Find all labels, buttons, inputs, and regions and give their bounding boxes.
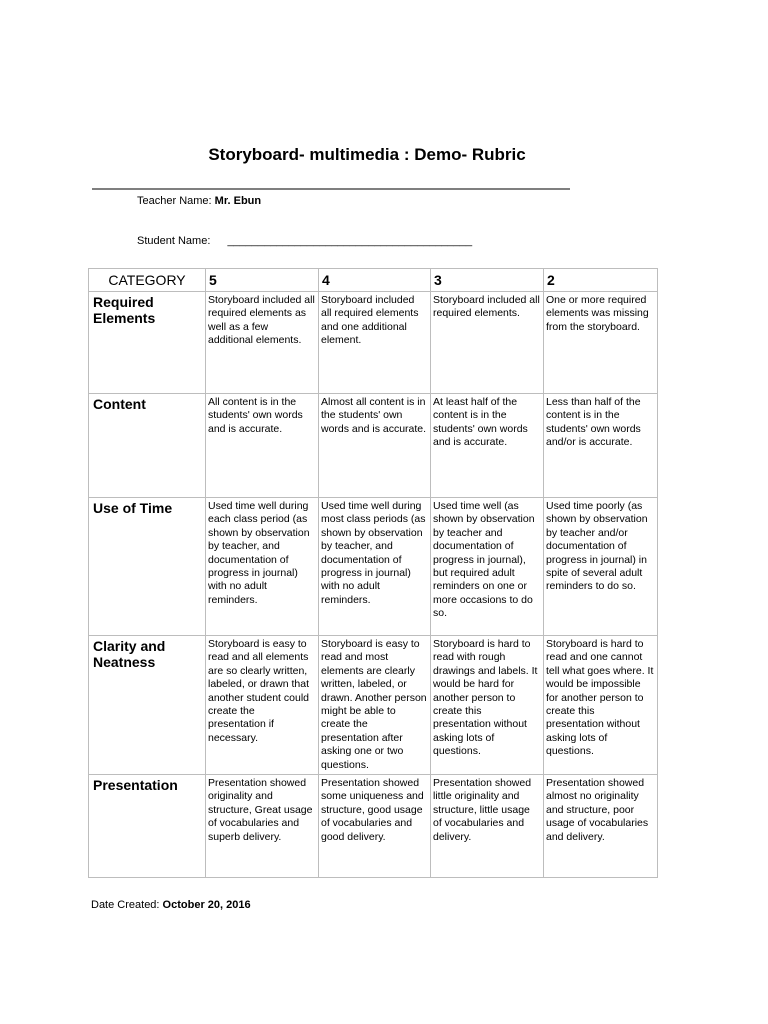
criteria-cell: Presentation showed some uniqueness and structure, good usage of vocabularies and good delivery.	[319, 775, 431, 878]
category-cell: Use of Time	[89, 498, 206, 636]
student-name-label: Student Name:	[137, 235, 211, 247]
criteria-cell: Less than half of the content is in the students' own words and/or is accurate.	[544, 394, 658, 498]
criteria-cell: Presentation showed almost no originality and structure, poor usage of vocabularies and delivery.	[544, 775, 658, 878]
criteria-cell: Used time well during each class period (as shown by observation by teacher, and documentation of progress in journal) with no adult reminders.	[206, 498, 319, 636]
category-cell: Required Elements	[89, 292, 206, 394]
teacher-name-value: Mr. Ebun	[214, 195, 262, 207]
date-created-line	[91, 899, 251, 911]
criteria-cell: Storyboard included all required elements as well as a few additional elements.	[206, 292, 319, 394]
student-name-blank: ________________________________________	[227, 235, 473, 247]
date-created-label: Date Created:	[91, 899, 160, 911]
criteria-cell: One or more required elements was missing from the storyboard.	[544, 292, 658, 394]
category-cell: Content	[89, 394, 206, 498]
header-score-5: 5	[206, 269, 319, 292]
criteria-cell: Storyboard is hard to read and one cannot tell what goes where. It would be impossible for another person to create this presentation without asking lots of questions.	[544, 636, 658, 775]
header-score-3: 3	[431, 269, 544, 292]
date-created-value: October 20, 2016	[162, 899, 251, 911]
criteria-cell: Presentation showed little originality and structure, little usage of vocabularies and delivery.	[431, 775, 544, 878]
criteria-cell: Almost all content is in the students' own words and is accurate.	[319, 394, 431, 498]
criteria-cell: Used time well (as shown by observation by teacher and documentation of progress in journal), but required adult reminders on one or more occasions to do so.	[431, 498, 544, 636]
student-name-line	[137, 235, 472, 247]
teacher-name-line	[137, 195, 261, 207]
rubric-title: Storyboard- multimedia : Demo- Rubric	[208, 145, 526, 164]
criteria-cell: Presentation showed originality and structure, Great usage of vocabularies and superb delivery.	[206, 775, 319, 878]
criteria-cell: Used time well during most class periods (as shown by observation by teacher, and documentation of progress in journal) with no adult reminders.	[319, 498, 431, 636]
category-cell: Presentation	[89, 775, 206, 878]
criteria-cell: Used time poorly (as shown by observation by teacher and/or documentation of progress in journal) in spite of several adult reminders to do so.	[544, 498, 658, 636]
rubric-header-row	[89, 269, 658, 292]
criteria-cell: Storyboard is easy to read and most elements are clearly written, labeled, or drawn. Another person might be able to create the presentation after asking one or two questions.	[319, 636, 431, 775]
criteria-cell: Storyboard included all required elements and one additional element.	[319, 292, 431, 394]
criteria-cell: Storyboard is hard to read with rough drawings and labels. It would be hard for another person to create this presentation without asking lots of questions.	[431, 636, 544, 775]
table-row	[89, 636, 658, 775]
criteria-cell: All content is in the students' own words and is accurate.	[206, 394, 319, 498]
criteria-cell: Storyboard is easy to read and all elements are so clearly written, labeled, or drawn that another student could create the presentation if necessary.	[206, 636, 319, 775]
criteria-cell: Storyboard included all required elements.	[431, 292, 544, 394]
table-row	[89, 498, 658, 636]
header-score-2: 2	[544, 269, 658, 292]
teacher-name-label: Teacher Name:	[137, 195, 212, 207]
title-divider	[92, 188, 570, 190]
header-category: CATEGORY	[89, 269, 206, 292]
category-cell: Clarity and Neatness	[89, 636, 206, 775]
rubric-table	[88, 268, 658, 878]
criteria-cell: At least half of the content is in the students' own words and is accurate.	[431, 394, 544, 498]
header-score-4: 4	[319, 269, 431, 292]
table-row	[89, 394, 658, 498]
table-row	[89, 775, 658, 878]
table-row	[89, 292, 658, 394]
